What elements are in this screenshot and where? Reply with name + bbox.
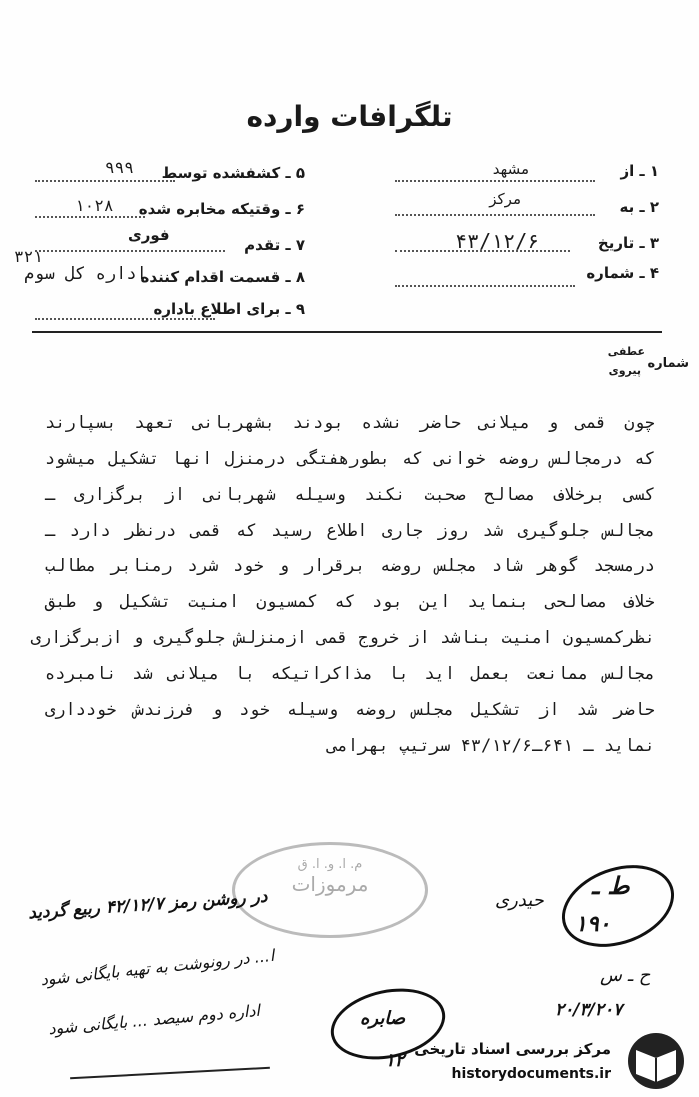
document-title: تلگرافات وارده: [246, 100, 453, 133]
body-line: نظرکمسیون امنیت بناشد از خروج قمی ازمنزلش جلوگیری و ازبرگزاری: [30, 628, 655, 648]
date-dots: [395, 250, 570, 252]
info-to-dots: [35, 318, 215, 320]
right-mid: ح ـ س: [600, 965, 651, 986]
date-label: ۳ ـ تاریخ: [597, 234, 659, 252]
from-value: مشهد: [492, 160, 529, 178]
brand-site: historydocuments.ir: [451, 1066, 611, 1082]
brand-name: مرکز بررسی اسناد تاریخی: [414, 1040, 611, 1058]
handwritten-note-3: اداره دوم سیصد ... بایگانی شود: [47, 1000, 261, 1039]
body-line: مجالس جلوگیری شد روز جاری اطلاع رسید که قمی درنظر دارد ـ: [45, 521, 655, 541]
reference-atf: عطفی: [607, 345, 645, 358]
sent-time-value: ۱۰۲۸: [75, 196, 114, 215]
action-dept-value: اداره کل سوم: [24, 264, 147, 284]
stamp-text: مرموزات: [291, 872, 369, 896]
bottom-number: ۱۲: [385, 1050, 405, 1071]
priority-value: فوری: [128, 226, 170, 244]
decoded-by-value: ۹۹۹: [105, 158, 134, 177]
right-code: ط ـ: [592, 872, 630, 900]
handwritten-note-2: ا... در رونوشت به تهیه بایگانی شود: [39, 945, 276, 990]
from-label: ۱ ـ از: [620, 162, 659, 180]
date-value: ۴۳/۱۲/۶: [455, 229, 540, 253]
info-to-label: ۹ ـ برای اطلاع باداره: [153, 300, 305, 318]
header-divider: [32, 331, 662, 333]
decoded-by-dots: [35, 180, 175, 182]
to-value: مرکز: [489, 190, 521, 208]
right-date: ۲۰/۳/۲۰۷: [555, 1000, 623, 1020]
priority-dots: [35, 250, 225, 252]
reference-peyro: پیروی: [608, 364, 641, 377]
reference-label: شماره: [647, 356, 689, 371]
body-line-signature: نماید ـ ۶۴۱ـ۴۳/۱۲/۶ سرتیپ بهرامی: [327, 736, 655, 756]
brand-logo: [612, 1030, 692, 1092]
from-dots: [395, 180, 595, 182]
number-dots: [395, 285, 575, 287]
sent-time-label: ۶ ـ وقتیکه مخابره شده: [138, 200, 305, 218]
book-icon: [612, 1030, 692, 1092]
margin-number: ۳۲۱: [14, 247, 43, 266]
to-dots: [395, 214, 595, 216]
stamp-top-text: م. ا. و. ا. ق: [297, 857, 363, 872]
handwritten-stroke: [70, 1067, 270, 1079]
body-line: حاضر شد از تشکیل مجلس روضه وسیله خود و فرزندش خودداری: [45, 700, 655, 720]
body-line: چون قمی و میلانی حاضر نشده بودند بشهربانی تعهد بسپارند: [45, 413, 655, 433]
oval-signature: صابره: [360, 1008, 406, 1029]
number-label: ۴ ـ شماره: [586, 264, 659, 282]
right-circle: [551, 850, 686, 961]
body-line: کسی برخلاف مصالح صحبت نکند وسیله شهربانی از برگزاری ـ: [45, 485, 655, 505]
body-line: مجالس ممانعت بعمل اید با مذاکراتیکه با میلانی شد نامبرده: [45, 664, 655, 684]
decoded-by-label: ۵ ـ کشفشده توسط: [161, 164, 305, 182]
priority-label: ۷ ـ تقدم: [244, 236, 305, 254]
handwritten-note-1: در روشن رمز ۴۲/۱۲/۷ ربیع گردید: [27, 886, 268, 924]
body-line: که درمجالس روضه خوانی که بطورهفتگی درمنزل انها تشکیل میشود: [45, 449, 655, 469]
to-label: ۲ ـ به: [619, 198, 659, 216]
action-dept-label: ۸ ـ قسمت اقدام کننده: [140, 268, 305, 286]
body-line: درمسجد گوهر شاد مجلس روضه برقرار و خود شرد رمنابر مطالب: [45, 556, 655, 576]
right-initials: حیدری: [495, 890, 544, 911]
sent-time-dots: [35, 216, 145, 218]
body-line: خلاف مصالحی بنماید این بود که کمسیون امنیت تشکیل و طبق: [45, 592, 655, 612]
right-number: ۱۹۰: [575, 912, 611, 937]
